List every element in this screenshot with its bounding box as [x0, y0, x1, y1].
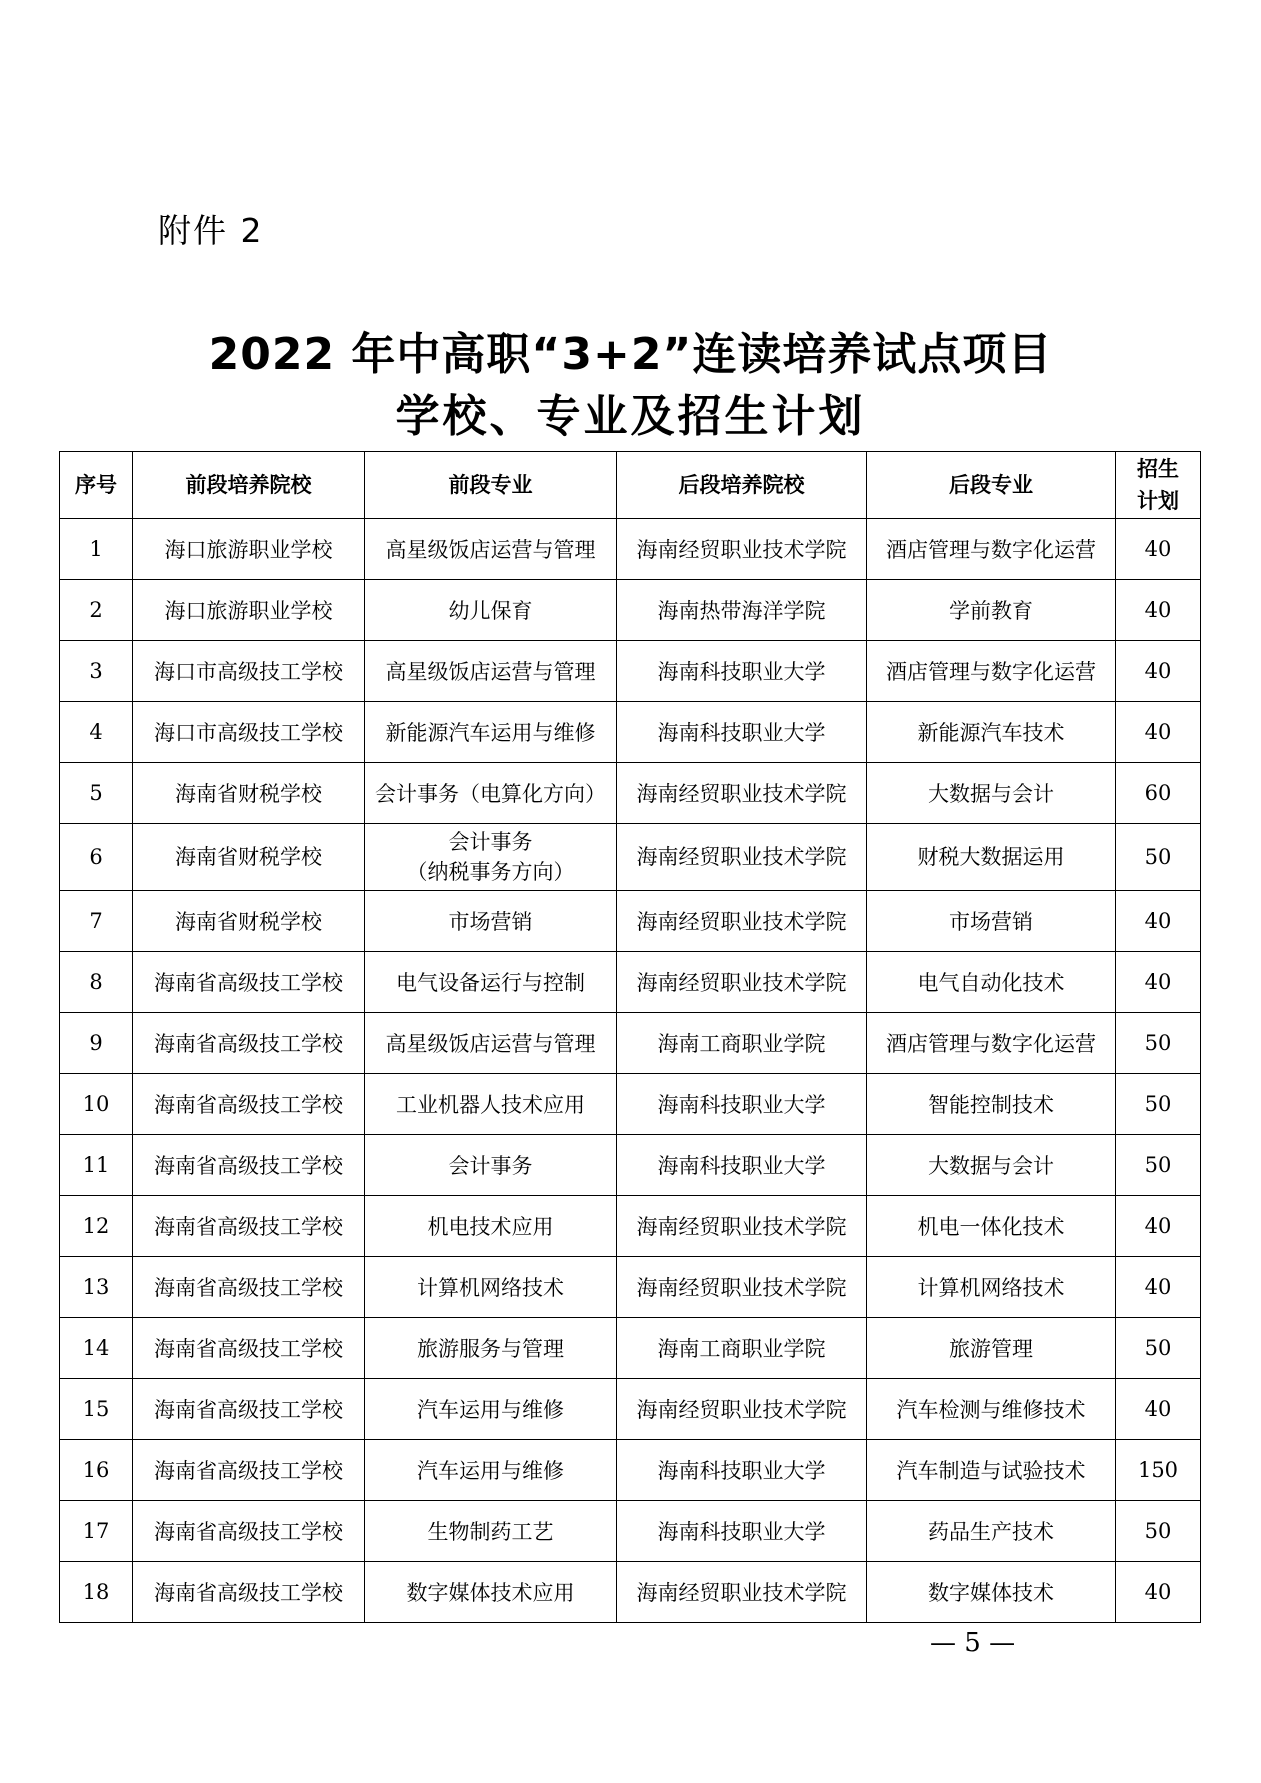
cell-plan: 150: [1116, 1440, 1201, 1501]
cell-seq: 13: [60, 1257, 133, 1318]
header-seq: 序号: [60, 452, 133, 519]
table-row: [60, 1074, 1201, 1135]
header-post-major: 后段专业: [867, 452, 1116, 519]
document-title-line-2: 学校、专业及招生计划: [395, 391, 866, 442]
cell-pre-major: 会计事务（电算化方向）: [365, 763, 617, 824]
table-row: [60, 519, 1201, 580]
cell-seq: 4: [60, 702, 133, 763]
cell-pre-school: 海口市高级技工学校: [133, 702, 365, 763]
cell-seq: 6: [60, 824, 133, 891]
table-row: [60, 1196, 1201, 1257]
cell-pre-major: 计算机网络技术: [365, 1257, 617, 1318]
cell-post-school: 海南经贸职业技术学院: [617, 952, 867, 1013]
cell-plan: 40: [1116, 702, 1201, 763]
cell-post-school: 海南工商职业学院: [617, 1318, 867, 1379]
table-row: [60, 1501, 1201, 1562]
header-pre-school: 前段培养院校: [133, 452, 365, 519]
page-number: — 5 —: [930, 1628, 1016, 1658]
cell-pre-school: 海南省高级技工学校: [133, 1135, 365, 1196]
cell-post-major: 市场营销: [867, 891, 1116, 952]
cell-post-school: 海南工商职业学院: [617, 1013, 867, 1074]
cell-post-school: 海南经贸职业技术学院: [617, 1196, 867, 1257]
cell-pre-major: 市场营销: [365, 891, 617, 952]
cell-pre-major: 汽车运用与维修: [365, 1440, 617, 1501]
cell-post-school: 海南经贸职业技术学院: [617, 1562, 867, 1623]
cell-pre-major-line-2: （纳税事务方向）: [406, 860, 575, 884]
cell-pre-school: 海南省高级技工学校: [133, 1074, 365, 1135]
cell-seq: 8: [60, 952, 133, 1013]
cell-post-major: 新能源汽车技术: [867, 702, 1116, 763]
cell-pre-school: 海南省财税学校: [133, 763, 365, 824]
cell-pre-school: 海口旅游职业学校: [133, 580, 365, 641]
table-row: [60, 763, 1201, 824]
cell-post-major: 汽车制造与试验技术: [867, 1440, 1116, 1501]
cell-seq: 10: [60, 1074, 133, 1135]
table-row: [60, 1379, 1201, 1440]
cell-pre-major: 工业机器人技术应用: [365, 1074, 617, 1135]
cell-seq: 1: [60, 519, 133, 580]
table-row: [60, 702, 1201, 763]
cell-plan: 40: [1116, 1257, 1201, 1318]
cell-plan: 40: [1116, 952, 1201, 1013]
table-row: [60, 1013, 1201, 1074]
cell-post-major: 计算机网络技术: [867, 1257, 1116, 1318]
cell-seq: 15: [60, 1379, 133, 1440]
cell-pre-major: 高星级饭店运营与管理: [365, 641, 617, 702]
cell-pre-major: 机电技术应用: [365, 1196, 617, 1257]
cell-plan: 40: [1116, 641, 1201, 702]
cell-post-school: 海南经贸职业技术学院: [617, 891, 867, 952]
cell-post-school: 海南科技职业大学: [617, 641, 867, 702]
cell-plan: 50: [1116, 1074, 1201, 1135]
enrollment-plan-table: [59, 451, 1201, 1623]
cell-plan: 40: [1116, 1562, 1201, 1623]
cell-plan: 40: [1116, 1196, 1201, 1257]
cell-pre-major-line-1: 会计事务: [448, 830, 533, 854]
cell-post-major: 药品生产技术: [867, 1501, 1116, 1562]
table-header-row: [60, 452, 1201, 519]
cell-seq: 14: [60, 1318, 133, 1379]
cell-plan: 50: [1116, 1135, 1201, 1196]
cell-pre-school: 海南省高级技工学校: [133, 1501, 365, 1562]
table-row: [60, 1318, 1201, 1379]
document-title-line-1: 2022 年中高职“3+2”连读培养试点项目: [208, 329, 1053, 380]
cell-post-major: 酒店管理与数字化运营: [867, 1013, 1116, 1074]
cell-pre-major: 新能源汽车运用与维修: [365, 702, 617, 763]
cell-post-major: 大数据与会计: [867, 1135, 1116, 1196]
cell-pre-school: 海南省高级技工学校: [133, 1257, 365, 1318]
cell-pre-major: 生物制药工艺: [365, 1501, 617, 1562]
cell-pre-major: 数字媒体技术应用: [365, 1562, 617, 1623]
header-plan-line-2: 计划: [1137, 489, 1179, 513]
cell-pre-school: 海南省财税学校: [133, 824, 365, 891]
cell-pre-school: 海南省高级技工学校: [133, 1440, 365, 1501]
cell-seq: 16: [60, 1440, 133, 1501]
cell-plan: 50: [1116, 1501, 1201, 1562]
table-row: [60, 1257, 1201, 1318]
cell-pre-school: 海南省财税学校: [133, 891, 365, 952]
header-plan-line-1: 招生: [1137, 457, 1179, 481]
cell-plan: 40: [1116, 580, 1201, 641]
cell-post-major: 财税大数据运用: [867, 824, 1116, 891]
cell-pre-major: 幼儿保育: [365, 580, 617, 641]
cell-plan: 40: [1116, 519, 1201, 580]
cell-plan: 50: [1116, 824, 1201, 891]
cell-pre-school: 海南省高级技工学校: [133, 952, 365, 1013]
table-row: [60, 1440, 1201, 1501]
cell-seq: 7: [60, 891, 133, 952]
cell-post-school: 海南热带海洋学院: [617, 580, 867, 641]
cell-pre-major: 汽车运用与维修: [365, 1379, 617, 1440]
cell-pre-major: 电气设备运行与控制: [365, 952, 617, 1013]
cell-seq: 18: [60, 1562, 133, 1623]
cell-post-major: 智能控制技术: [867, 1074, 1116, 1135]
cell-post-school: 海南科技职业大学: [617, 1501, 867, 1562]
cell-post-major: 机电一体化技术: [867, 1196, 1116, 1257]
cell-post-major: 学前教育: [867, 580, 1116, 641]
cell-seq: 3: [60, 641, 133, 702]
cell-pre-school: 海南省高级技工学校: [133, 1562, 365, 1623]
cell-plan: 60: [1116, 763, 1201, 824]
cell-post-school: 海南科技职业大学: [617, 702, 867, 763]
cell-pre-school: 海南省高级技工学校: [133, 1013, 365, 1074]
table-row: [60, 891, 1201, 952]
cell-post-major: 酒店管理与数字化运营: [867, 519, 1116, 580]
cell-pre-major: [365, 824, 617, 891]
header-post-school: 后段培养院校: [617, 452, 867, 519]
cell-post-major: 电气自动化技术: [867, 952, 1116, 1013]
cell-post-school: 海南经贸职业技术学院: [617, 763, 867, 824]
cell-pre-school: 海口市高级技工学校: [133, 641, 365, 702]
cell-post-school: 海南科技职业大学: [617, 1074, 867, 1135]
cell-pre-school: 海南省高级技工学校: [133, 1379, 365, 1440]
table-row: [60, 824, 1201, 891]
cell-post-school: 海南经贸职业技术学院: [617, 824, 867, 891]
cell-post-major: 数字媒体技术: [867, 1562, 1116, 1623]
cell-pre-major: 会计事务: [365, 1135, 617, 1196]
cell-pre-major: 旅游服务与管理: [365, 1318, 617, 1379]
cell-post-major: 旅游管理: [867, 1318, 1116, 1379]
header-pre-major: 前段专业: [365, 452, 617, 519]
cell-seq: 11: [60, 1135, 133, 1196]
cell-seq: 9: [60, 1013, 133, 1074]
cell-seq: 2: [60, 580, 133, 641]
cell-plan: 50: [1116, 1318, 1201, 1379]
table-row: [60, 952, 1201, 1013]
cell-pre-major: 高星级饭店运营与管理: [365, 519, 617, 580]
cell-pre-school: 海口旅游职业学校: [133, 519, 365, 580]
cell-post-school: 海南科技职业大学: [617, 1135, 867, 1196]
table-row: [60, 1562, 1201, 1623]
cell-post-major: 汽车检测与维修技术: [867, 1379, 1116, 1440]
cell-seq: 17: [60, 1501, 133, 1562]
cell-post-major: 大数据与会计: [867, 763, 1116, 824]
cell-post-major: 酒店管理与数字化运营: [867, 641, 1116, 702]
cell-post-school: 海南经贸职业技术学院: [617, 1257, 867, 1318]
cell-plan: 40: [1116, 891, 1201, 952]
cell-post-school: 海南科技职业大学: [617, 1440, 867, 1501]
cell-pre-school: 海南省高级技工学校: [133, 1318, 365, 1379]
cell-seq: 5: [60, 763, 133, 824]
cell-post-school: 海南经贸职业技术学院: [617, 519, 867, 580]
table-row: [60, 1135, 1201, 1196]
cell-plan: 50: [1116, 1013, 1201, 1074]
cell-pre-major: 高星级饭店运营与管理: [365, 1013, 617, 1074]
table-row: [60, 580, 1201, 641]
cell-post-school: 海南经贸职业技术学院: [617, 1379, 867, 1440]
cell-plan: 40: [1116, 1379, 1201, 1440]
header-plan: [1116, 452, 1201, 519]
table-row: [60, 641, 1201, 702]
cell-seq: 12: [60, 1196, 133, 1257]
attachment-label: 附件 2: [158, 211, 264, 250]
cell-pre-school: 海南省高级技工学校: [133, 1196, 365, 1257]
